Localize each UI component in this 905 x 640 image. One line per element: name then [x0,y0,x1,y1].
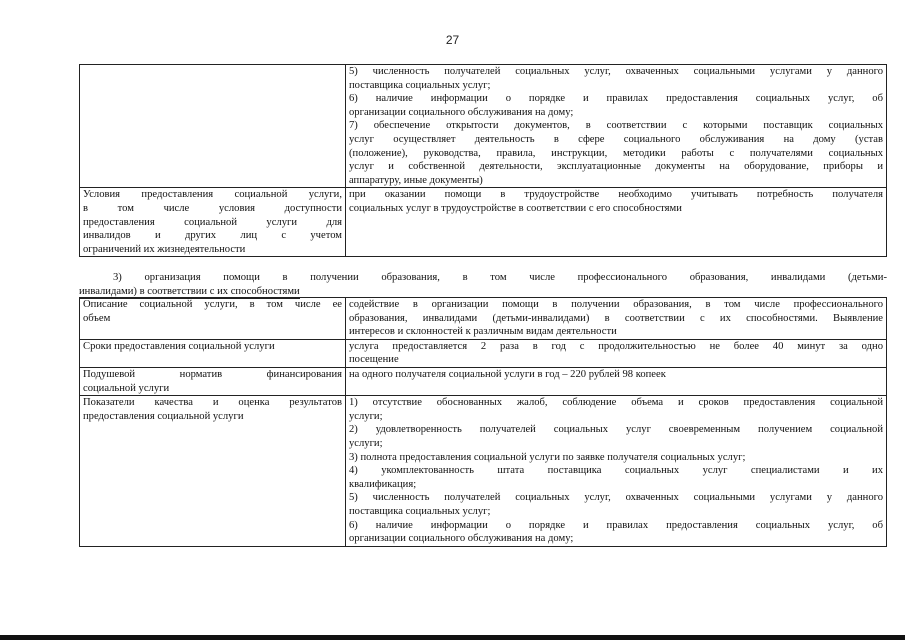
text-line: 4) укомплектованность штата поставщика социальных услуг специалистами и их [349,465,883,477]
text-line: интересов и склонностей к различным видам деятельности [349,326,617,338]
scan-edge-bar [0,635,905,640]
text-line: ограничений их жизнедеятельности [83,243,246,255]
conditions-label [80,188,346,257]
section-heading [79,271,887,299]
table-cell-left [80,65,346,188]
text-line: предоставления социальной услуги для [83,216,342,228]
text-line: посещение [349,354,399,366]
table-row [80,65,887,188]
text-line: услуги; [349,410,383,422]
text-line: объем [83,312,111,324]
text-line: 1) отсутствие обоснованных жалоб, соблюдение объема и сроков предоставления социальной [349,397,883,409]
text-line: Показатели качества и оценка результатов [83,397,342,409]
text-line: поставщика социальных услуг; [349,505,491,517]
text-line: Условия предоставления социальной услуги, [83,189,342,201]
text-line: 5) численность получателей социальных услуг, охваченных социальными услугами у данного [349,66,883,77]
text-line: услуг и собственной деятельности, эксплуатационные документы на оборудование, приборы и [349,161,883,173]
terms-label [80,339,346,367]
text-line: социальной услуги [83,382,170,394]
text-line: на одного получателя социальной услуги в год – 220 рублей 98 копеек [349,368,666,380]
services-table-top [79,64,887,257]
text-line: при оказании помощи в трудоустройстве необходимо учитывать потребность получателя [349,189,883,201]
text-line: 6) наличие информации о порядке и правилах предоставления социальных услуг, об [349,93,883,105]
page-number: 27 [445,33,460,47]
text-line: поставщика социальных услуг; [349,79,491,91]
table-row [80,367,887,395]
table-row [80,396,887,547]
text-line: образования, инвалидами (детьми-инвалидами) в соответствии с их способностями. Выявление [349,312,883,324]
quality-value [346,396,887,547]
table-row [80,298,887,340]
text-line: аппаратуру, иные документы) [349,174,483,186]
text-line: 5) численность получателей социальных услуг, охваченных социальными услугами у данного [349,492,883,504]
text-line: Сроки предоставления социальной услуги [83,340,275,352]
text-line: 6) наличие информации о порядке и правилах предоставления социальных услуг, об [349,519,883,531]
text-line: услуги; [349,437,383,449]
text-line: 2) удовлетворенность получателей социальных услуг своевременным получением социальной [349,424,883,436]
terms-value [346,339,887,367]
services-table-bottom [79,297,887,547]
description-value [346,298,887,340]
conditions-value [346,188,887,257]
quality-label [80,396,346,547]
description-label [80,298,346,340]
financing-label [80,367,346,395]
text-line: 3) полнота предоставления социальной услуги по заявке получателя социальных услуг; [349,451,746,463]
quality-indicators-continued [346,65,887,188]
section-heading-line2: инвалидами) в соответствии с их способностями [79,285,300,300]
text-line: организации социального обслуживания на дому; [349,106,574,118]
text-line: услуг осуществляет деятельность в сфере социального обслуживания на дому (устав [349,133,883,145]
text-line: инвалидов и других лиц с учетом [83,230,342,242]
text-line: в том числе условия доступности [83,202,342,214]
text-line: предоставления социальной услуги [83,410,244,422]
table-row [80,188,887,257]
text-line: организации социального обслуживания на дому; [349,533,574,545]
text-line: содействие в организации помощи в получении образования, в том числе профессионального [349,299,883,310]
table-row [80,339,887,367]
text-line: Описание социальной услуги, в том числе ее [83,299,342,310]
financing-value [346,367,887,395]
text-line: социальных услуг в трудоустройстве в соответствии с его способностями [349,202,682,214]
section-heading-line1: 3) организация помощи в получении образования, в том числе профессионального образования, инвалидами (детьми- [113,272,887,283]
text-line: Подушевой норматив финансирования [83,368,342,380]
text-line: услуга предоставляется 2 раза в год с продолжительностью не более 40 минут за одно [349,340,883,352]
text-line: (положение), руководства, правила, инструкции, методики работы с получателями социальных [349,147,883,159]
text-line: 7) обеспечение открытости документов, в соответствии с которыми поставщик социальных [349,120,883,132]
text-line: квалификация; [349,478,417,490]
